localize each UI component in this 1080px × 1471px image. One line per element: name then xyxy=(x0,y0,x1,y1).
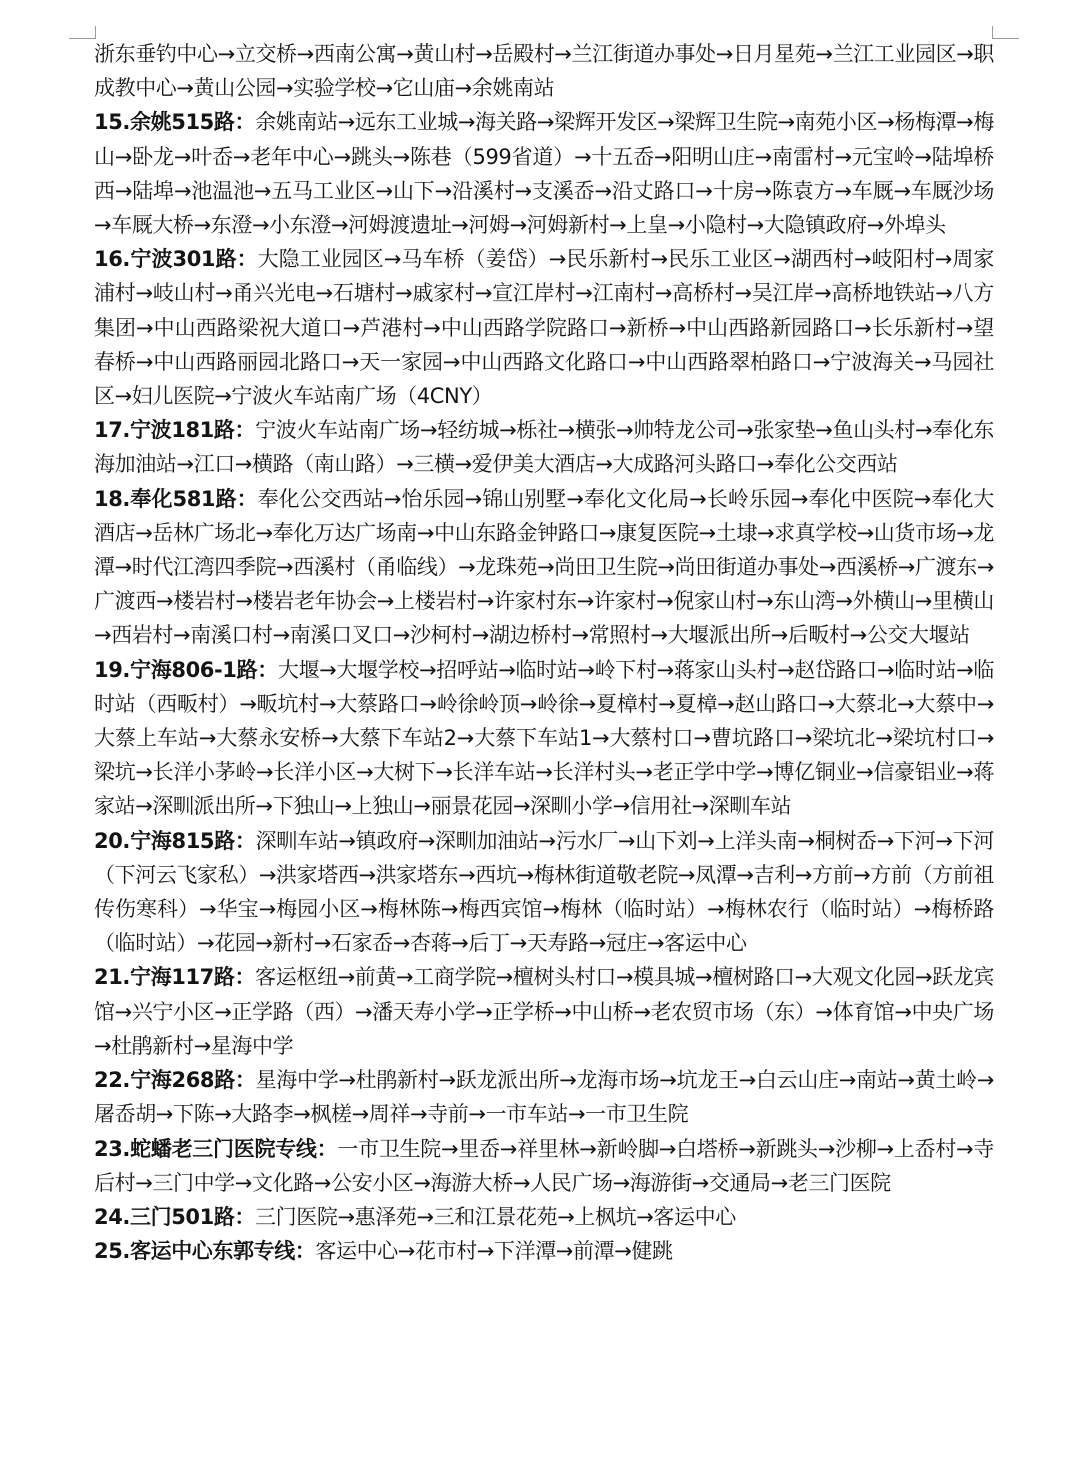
route-stops: 大堰→大堰学校→招呼站→临时站→岭下村→蒋家山头村→赵岱路口→临时站→临时站（西畈村）→畈坑村→大蔡路口→岭徐岭顶→岭徐→夏樟村→夏樟→赵山路口→大蔡北→大蔡中→大蔡上车站→大蔡永安桥→大蔡下车站2→大蔡下车站1→大蔡村口→曹坑路口→梁坑北→梁坑村口→梁坑→长洋小茅岭→长洋小区→大树下→长洋车站→长洋村头→老正学中学→博亿铜业→信豪铝业→蒋家站→深甽派出所→下独山→上独山→丽景花园→深甽小学→信用社→深甽车站 xyxy=(94,657,994,819)
route-stops: 深甽车站→镇政府→深甽加油站→污水厂→山下刘→上洋头南→桐树岙→下河→下河（下河云飞家私）→洪家塔西→洪家塔东→西坑→梅林街道敬老院→凤潭→吉利→方前→方前（方前祖传伤寒科）→华宝→梅园小区→梅林陈→梅西宾馆→梅林（临时站）→梅林农行（临时站）→梅桥路（临时站）→花园→新村→石家岙→杏蒋→后丁→天寿路→冠庄→客运中心 xyxy=(94,828,994,956)
route-20 xyxy=(94,824,994,961)
route-stops: 客运中心→花市村→下洋潭→前潭→健跳 xyxy=(315,1239,673,1264)
route-stops: 一市卫生院→里岙→祥里林→新岭脚→白塔桥→新跳头→沙柳→上岙村→寺后村→三门中学→文化路→公安小区→海游大桥→人民广场→海游街→交通局→老三门医院 xyxy=(94,1136,994,1195)
route-19 xyxy=(94,653,994,824)
route-stops: 奉化公交西站→怡乐园→锦山别墅→奉化文化局→长岭乐园→奉化中医院→奉化大酒店→岳林广场北→奉化万达广场南→中山东路金钟路口→康复医院→土埭→求真学校→山货市场→龙潭→时代江湾四季院→西溪村（甬临线）→龙珠苑→尚田卫生院→尚田街道办事处→西溪桥→广渡东→广渡西→楼岩村→楼岩老年协会→上楼岩村→许家村东→许家村→倪家山村→东山湾→外横山→里横山→西岩村→南溪口村→南溪口叉口→沙柯村→湖边桥村→常照村→大堰派出所→后畈村→公交大堰站 xyxy=(94,486,994,648)
route-title: 18.奉化581路： xyxy=(94,486,258,511)
route-23 xyxy=(94,1132,994,1200)
route-stops: 三门医院→惠泽苑→三和江景花苑→上枫坑→客运中心 xyxy=(255,1204,736,1229)
route-stops: 余姚南站→远东工业城→海关路→梁辉开发区→梁辉卫生院→南苑小区→杨梅潭→梅山→卧龙→叶岙→老年中心→跳头→陈巷（599省道）→十五岙→阳明山庄→南雷村→元宝岭→陆埠桥西→陆埠→池温池→五马工业区→山下→沿溪村→支溪岙→沿丈路口→十房→陈袁方→车厩→车厩沙场→车厩大桥→东澄→小东澄→河姆渡遗址→河姆→河姆新村→上皇→小隐村→大隐镇政府→外埠头 xyxy=(94,110,994,238)
route-stops: 宁波火车站南广场→轻纺城→栎社→横张→帅特龙公司→张家垫→鱼山头村→奉化东海加油站→江口→横路（南山路）→三横→爱伊美大酒店→大成路河头路口→奉化公交西站 xyxy=(94,418,994,477)
route-stops: 星海中学→杜鹃新村→跃龙派出所→龙海市场→坑龙王→白云山庄→南站→黄土岭→屠岙胡→下陈→大路李→枫槎→周祥→寺前→一市车站→一市卫生院 xyxy=(94,1068,994,1127)
margin-corner-mark-top-right xyxy=(992,26,1019,39)
route-title: 25.客运中心东郭专线： xyxy=(94,1239,316,1264)
route-21 xyxy=(94,960,994,1063)
route-title: 16.宁波301路： xyxy=(94,247,258,272)
route-title: 23.蛇蟠老三门医院专线： xyxy=(94,1136,338,1161)
route-title: 17.宁波181路： xyxy=(94,418,256,443)
route-stops: 大隐工业园区→马车桥（姜岱）→民乐新村→民乐工业区→湖西村→岐阳村→周家浦村→岐山村→甬兴光电→石塘村→戚家村→宣江岸村→江南村→高桥村→吴江岸→高桥地铁站→八方集团→中山西路梁祝大道口→芦港村→中山西路学院路口→新桥→中山西路新园路口→长乐新村→望春桥→中山西路丽园北路口→天一家园→中山西路文化路口→中山西路翠柏路口→宁波海关→马园社区→妇儿医院→宁波火车站南广场（4CNY） xyxy=(94,247,994,409)
route-title: 20.宁海815路： xyxy=(94,828,256,853)
route-18 xyxy=(94,482,994,653)
route-24 xyxy=(94,1200,994,1234)
route-22 xyxy=(94,1063,994,1131)
route-25 xyxy=(94,1234,994,1268)
route-15 xyxy=(94,105,994,242)
route-stops: 浙东垂钓中心→立交桥→西南公寓→黄山村→岳殿村→兰江街道办事处→日月星苑→兰江工业园区→职成教中心→黄山公园→实验学校→它山庙→余姚南站 xyxy=(94,42,994,101)
route-title: 15.余姚515路： xyxy=(94,110,256,135)
margin-corner-mark-top-left xyxy=(69,26,96,39)
route-17 xyxy=(94,413,994,481)
route-title: 24.三门501路： xyxy=(94,1204,256,1229)
document-body[interactable] xyxy=(94,37,994,1268)
route-stops: 客运枢纽→前黄→工商学院→檀树头村口→模具城→檀树路口→大观文化园→跃龙宾馆→兴宁小区→正学路（西）→潘天寿小学→正学桥→中山桥→老农贸市场（东）→体育馆→中央广场→杜鹃新村→星海中学 xyxy=(94,965,994,1058)
route-title: 19.宁海806-1路： xyxy=(94,657,278,682)
route-title: 22.宁海268路： xyxy=(94,1068,256,1093)
continuation-paragraph xyxy=(94,37,994,105)
route-title: 21.宁海117路： xyxy=(94,965,256,990)
route-16 xyxy=(94,242,994,413)
